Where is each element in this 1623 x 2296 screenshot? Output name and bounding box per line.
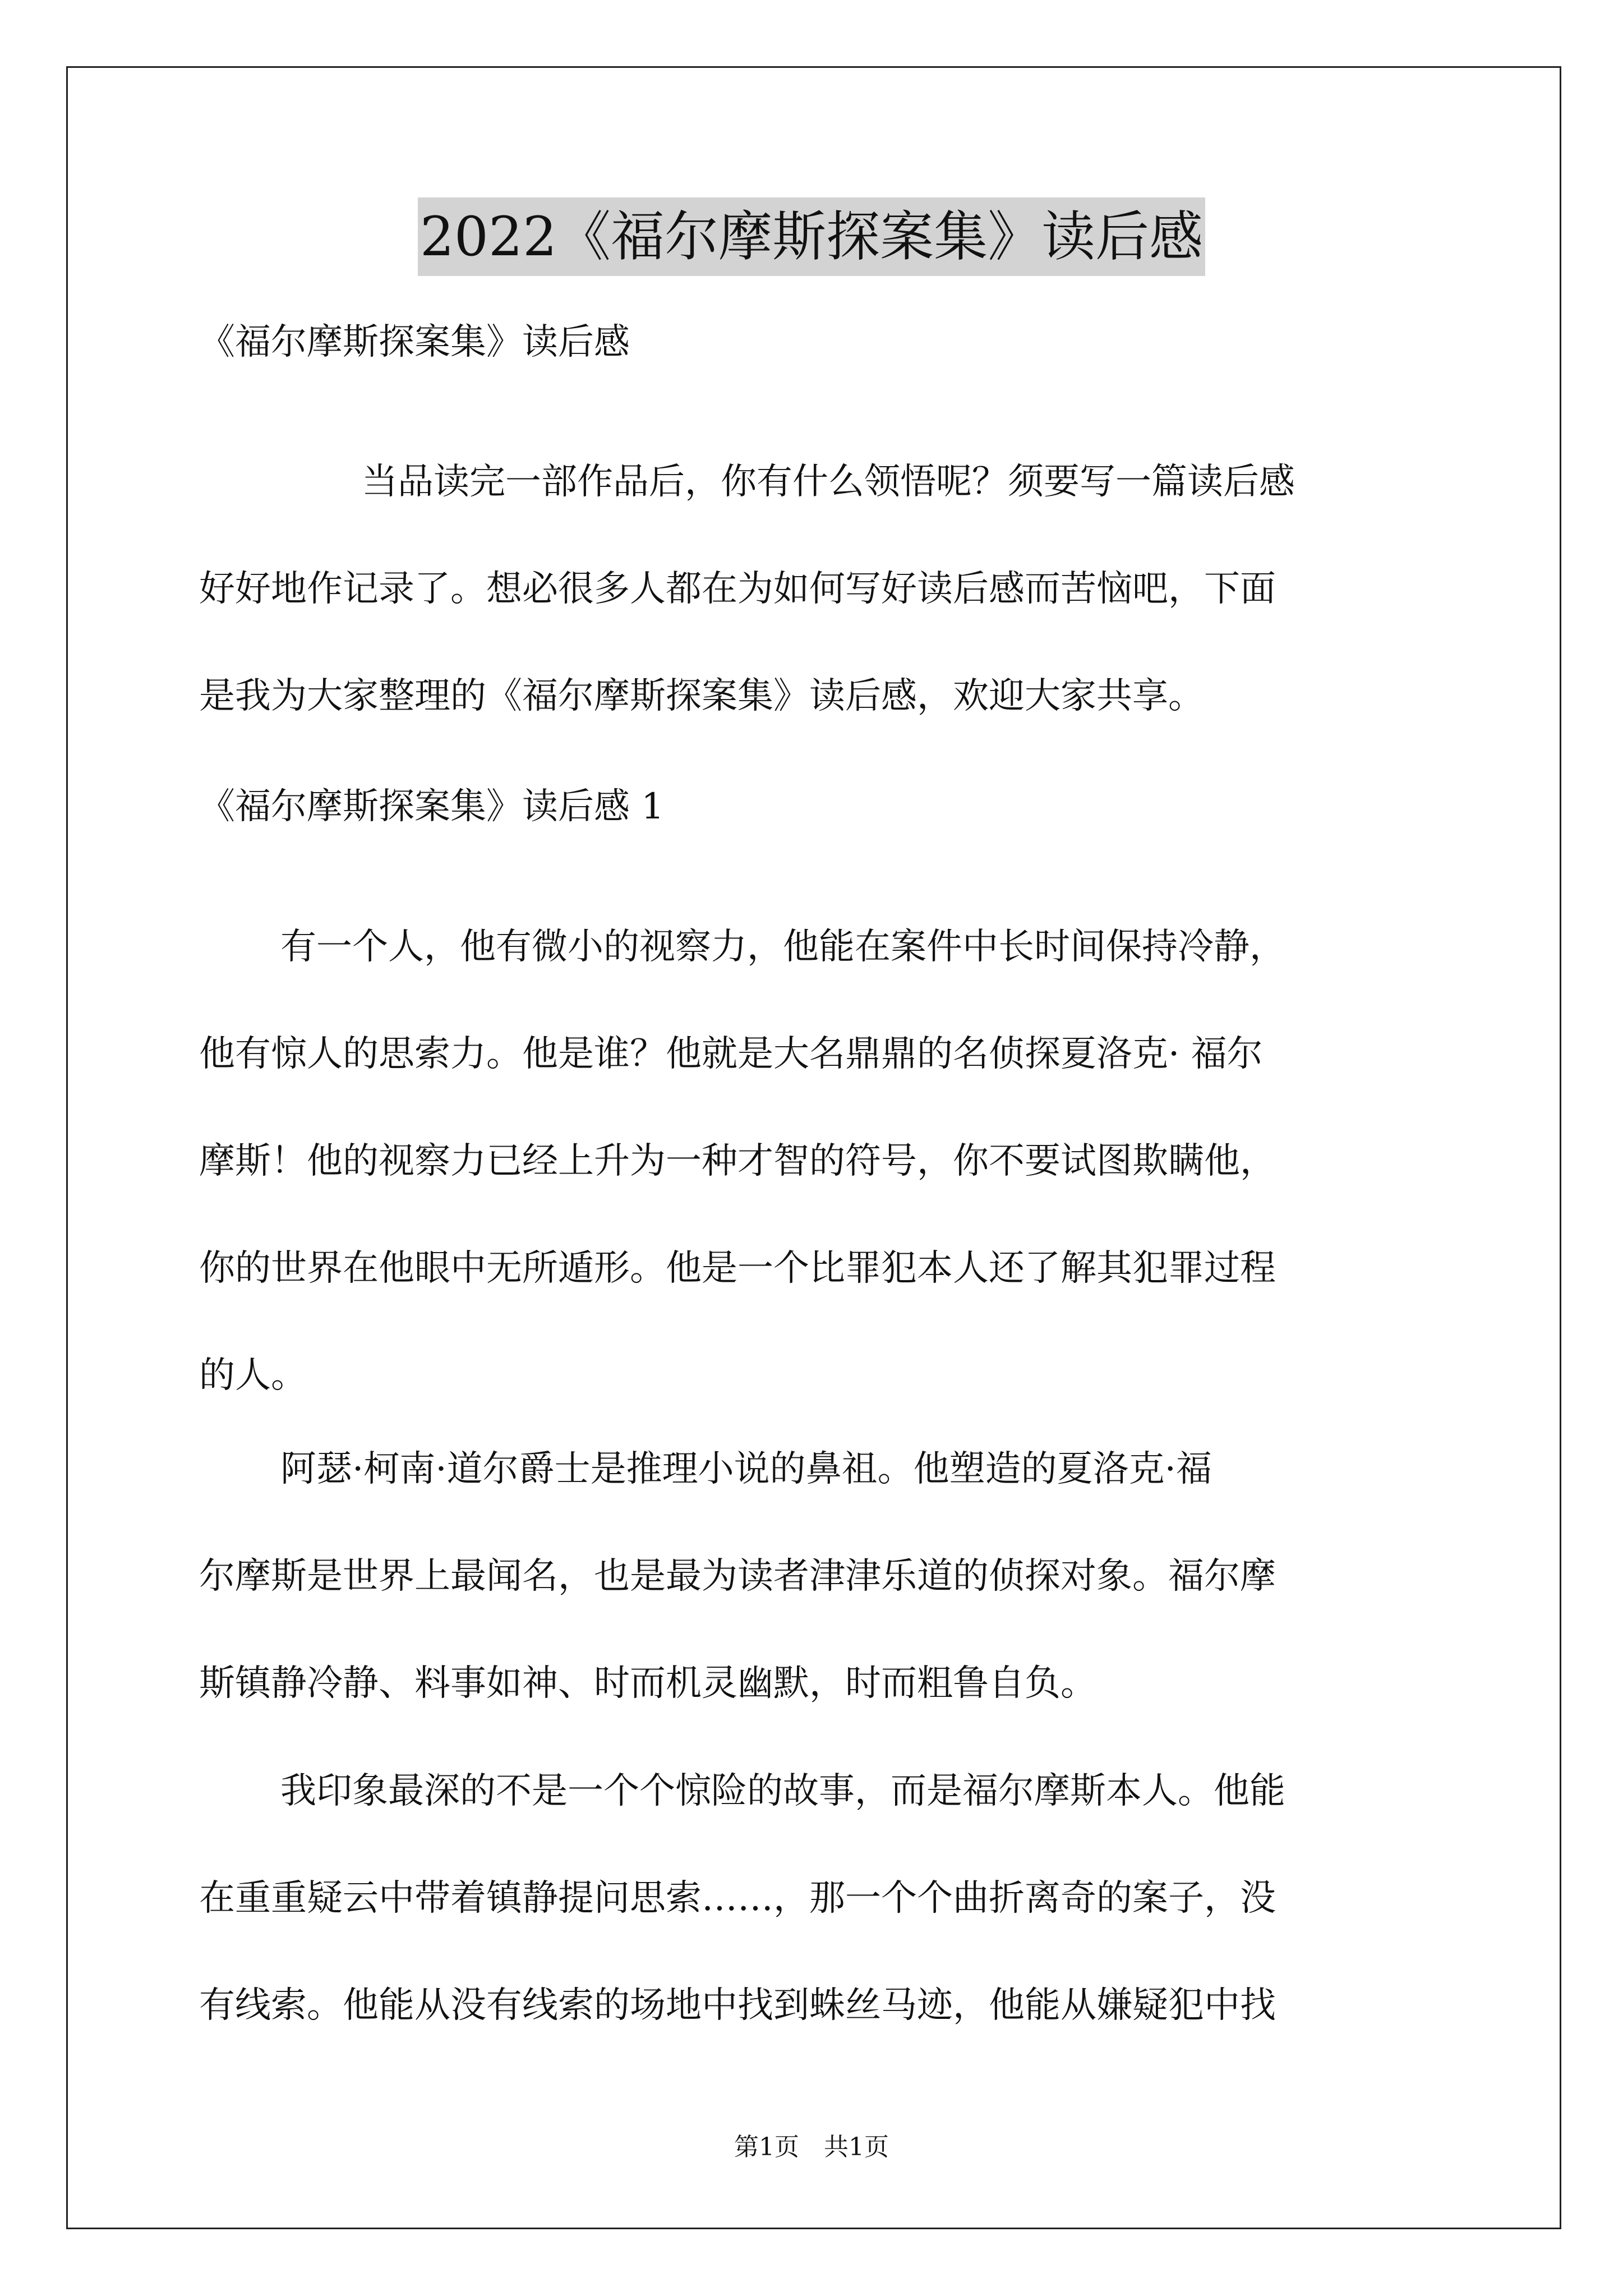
section-heading: 《福尔摩斯探案集》读后感 1 xyxy=(199,786,665,827)
paragraph-line: 在重重疑云中带着镇静提问思索……，那一个个曲折离奇的案子，没 xyxy=(199,1878,1276,1919)
paragraph-line: 有线索。他能从没有线索的场地中找到蛛丝马迹，他能从嫌疑犯中找 xyxy=(199,1985,1276,2026)
document-title: 2022《福尔摩斯探案集》读后感 xyxy=(418,197,1205,276)
subheading: 《福尔摩斯探案集》读后感 xyxy=(199,321,630,363)
intro-line: 是我为大家整理的《福尔摩斯探案集》读后感，欢迎大家共享。 xyxy=(199,675,1204,717)
paragraph-3 xyxy=(199,1738,1433,2059)
title-container xyxy=(0,197,1623,276)
paragraph-line: 的人。 xyxy=(199,1355,307,1396)
paragraph-line: 有一个人，他有微小的视察力，他能在案件中长时间保持冷静， xyxy=(280,926,1285,968)
intro-line: 当品读完一部作品后，你有什么领悟呢？须要写一篇读后感 xyxy=(362,461,1295,503)
paragraph-1 xyxy=(199,894,1433,1429)
intro-paragraph xyxy=(199,429,1433,750)
paragraph-line: 尔摩斯是世界上最闻名，也是最为读者津津乐道的侦探对象。福尔摩 xyxy=(199,1556,1276,1597)
paragraph-line: 阿瑟·柯南·道尔爵士是推理小说的鼻祖。他塑造的夏洛克·福 xyxy=(280,1448,1212,1490)
page-footer: 第1页 共1页 xyxy=(734,2133,889,2161)
intro-line: 好好地作记录了。想必很多人都在为如何写好读后感而苦恼吧，下面 xyxy=(199,568,1276,610)
paragraph-line: 摩斯！他的视察力已经上升为一种才智的符号，你不要试图欺瞒他， xyxy=(199,1140,1276,1182)
paragraph-line: 你的世界在他眼中无所遁形。他是一个比罪犯本人还了解其犯罪过程 xyxy=(199,1248,1276,1289)
paragraph-line: 他有惊人的思索力。他是谁？他就是大名鼎鼎的名侦探夏洛克· 福尔 xyxy=(199,1033,1263,1075)
paragraph-line: 斯镇静冷静、料事如神、时而机灵幽默，时而粗鲁自负。 xyxy=(199,1663,1096,1704)
paragraph-line: 我印象最深的不是一个个惊险的故事，而是福尔摩斯本人。他能 xyxy=(280,1770,1285,1812)
paragraph-2 xyxy=(199,1416,1433,1737)
